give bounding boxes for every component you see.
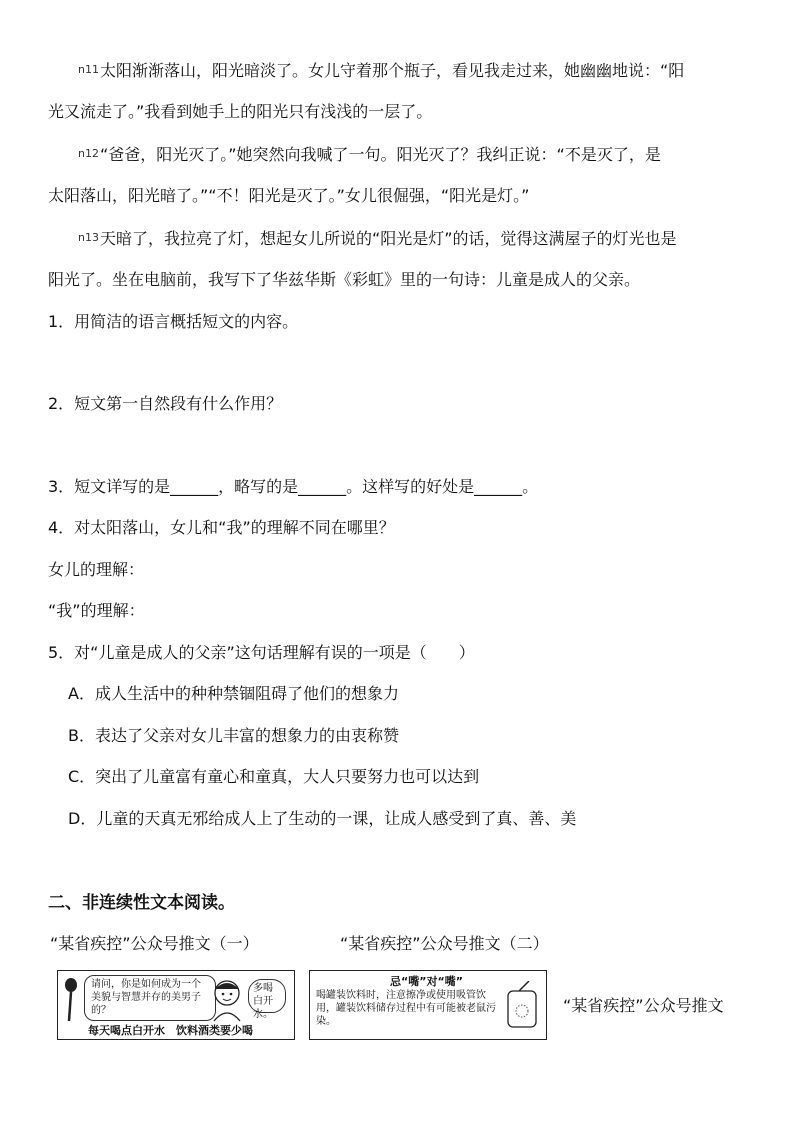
post-label-3: “某省疾控”公众号推文 xyxy=(563,996,724,1015)
paragraph-text: 太阳渐渐落山，阳光暗淡了。女儿守着那个瓶子，看见我走过来，她幽幽地说：“阳 xyxy=(99,61,685,80)
paragraph-11-line-2: 光又流走了。”我看到她手上的阳光只有浅浅的一层了。 xyxy=(48,102,433,121)
paragraph-12-line-1 xyxy=(78,144,661,165)
post-image-2 xyxy=(309,970,547,1040)
post-label-1: “某省疾控”公众号推文（一） xyxy=(50,934,259,953)
boy-figure-icon xyxy=(208,977,246,1023)
option-c: C．突出了儿童富有童心和童真，大人只要努力也可以达到 xyxy=(68,767,480,786)
panel-title: 忌“嘴”对“嘴” xyxy=(390,975,463,988)
question-5: 5．对“儿童是成人的父亲”这句话理解有误的一项是（ ） xyxy=(48,643,475,662)
paragraph-marker: n13 xyxy=(78,231,99,244)
section-heading: 二、非连续性文本阅读。 xyxy=(48,893,235,913)
option-a: A．成人生活中的种种禁锢阻碍了他们的想象力 xyxy=(68,684,399,703)
paragraph-text: “爸爸，阳光灭了。”她突然向我喊了一句。阳光灭了？我纠正说：“不是灭了，是 xyxy=(99,145,661,164)
paragraph-11-line-1 xyxy=(78,60,684,81)
paragraph-text: 天暗了，我拉亮了灯，想起女儿所说的“阳光是灯”的话，觉得这满屋子的灯光也是 xyxy=(99,229,677,248)
question-3: 3．短文详写的是______，略写的是______。这样写的好处是______。 xyxy=(48,477,539,496)
paragraph-marker: n12 xyxy=(78,147,99,160)
panel-caption: 每天喝点白开水 饮料酒类要少喝 xyxy=(88,1024,253,1037)
question-1: 1．用简洁的语言概括短文的内容。 xyxy=(48,312,299,331)
question-4-daughter: 女儿的理解： xyxy=(48,560,145,579)
can-with-straw-icon xyxy=(503,981,541,1031)
option-d: D．儿童的天真无邪给成人上了生动的一课，让成人感受到了真、善、美 xyxy=(68,809,577,828)
paragraph-marker: n11 xyxy=(78,63,99,76)
question-2: 2．短文第一自然段有什么作用？ xyxy=(48,394,283,413)
microphone-icon xyxy=(62,977,82,1023)
question-bubble: 请问，你是如何成为一个美貌与智慧并存的美男子的？ xyxy=(84,975,216,1021)
paragraph-13-line-1 xyxy=(78,228,677,249)
post-label-2: “某省疾控”公众号推文（二） xyxy=(340,934,549,953)
answer-bubble: 多喝白开水。 xyxy=(248,979,286,1013)
question-4: 4．对太阳落山，女儿和“我”的理解不同在哪里？ xyxy=(48,518,395,537)
paragraph-13-line-2: 阳光了。坐在电脑前，我写下了华兹华斯《彩虹》里的一句诗：儿童是成人的父亲。 xyxy=(48,270,641,289)
option-b: B．表达了父亲对女儿丰富的想象力的由衷称赞 xyxy=(68,726,399,745)
panel-text: 喝罐装饮料时，注意擦净或使用吸管饮用，罐装饮料储存过程中有可能被老鼠污染。 xyxy=(316,990,496,1027)
post-image-1 xyxy=(57,970,295,1040)
question-4-me: “我”的理解： xyxy=(48,601,145,620)
paragraph-12-line-2: 太阳落山，阳光暗了。”“不！阳光是灭了。”女儿很倔强，“阳光是灯。” xyxy=(48,186,530,205)
